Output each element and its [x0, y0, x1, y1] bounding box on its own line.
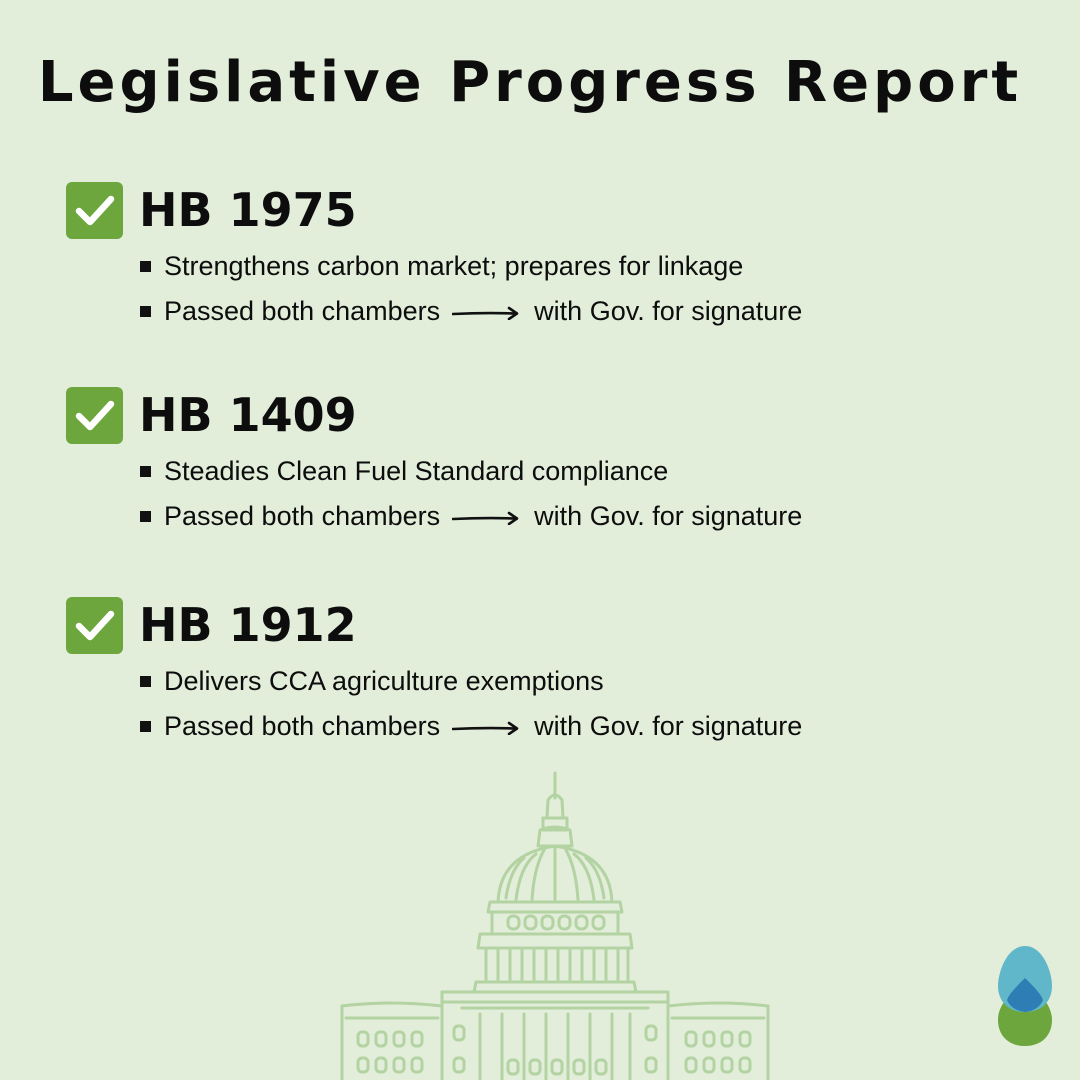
status-after: with Gov. for signature — [534, 295, 803, 326]
bill-header — [66, 180, 1006, 240]
square-bullet-icon — [140, 261, 151, 272]
bill-title: HB 1409 — [139, 388, 357, 442]
arrow-right-icon — [452, 296, 520, 327]
square-bullet-icon — [140, 676, 151, 687]
square-bullet-icon — [140, 306, 151, 317]
bill-title: HB 1975 — [139, 183, 357, 237]
status-after: with Gov. for signature — [534, 710, 803, 741]
status-before: Passed both chambers — [164, 295, 441, 326]
check-icon — [66, 597, 123, 654]
bill-header — [66, 595, 1006, 655]
square-bullet-icon — [140, 466, 151, 477]
status-after: with Gov. for signature — [534, 500, 803, 531]
status-before: Passed both chambers — [164, 710, 441, 741]
list-item — [140, 500, 802, 532]
list-item — [140, 665, 802, 697]
bill-title: HB 1912 — [139, 598, 357, 652]
arrow-right-icon — [452, 711, 520, 742]
capitol-building-illustration — [330, 770, 780, 1080]
bill-header — [66, 385, 1006, 445]
check-icon — [66, 387, 123, 444]
bullet-text: Strengthens carbon market; prepares for linkage — [164, 250, 744, 281]
arrow-right-icon — [452, 501, 520, 532]
list-item — [140, 710, 802, 742]
bullet-text: Delivers CCA agriculture exemptions — [164, 665, 604, 696]
droplet-logo — [994, 942, 1056, 1048]
bill-section-hb-1912 — [66, 595, 1006, 741]
list-item — [140, 295, 802, 327]
page-title: Legislative Progress Report — [37, 50, 1023, 115]
list-item — [140, 455, 802, 487]
bill-section-hb-1975 — [66, 180, 1006, 326]
bullet-text: Steadies Clean Fuel Standard compliance — [164, 455, 669, 486]
bill-details-list — [140, 455, 802, 545]
bill-section-hb-1409 — [66, 385, 1006, 531]
list-item — [140, 250, 802, 282]
status-before: Passed both chambers — [164, 500, 441, 531]
bill-details-list — [140, 250, 802, 340]
bill-details-list — [140, 665, 802, 755]
square-bullet-icon — [140, 721, 151, 732]
check-icon — [66, 182, 123, 239]
square-bullet-icon — [140, 511, 151, 522]
